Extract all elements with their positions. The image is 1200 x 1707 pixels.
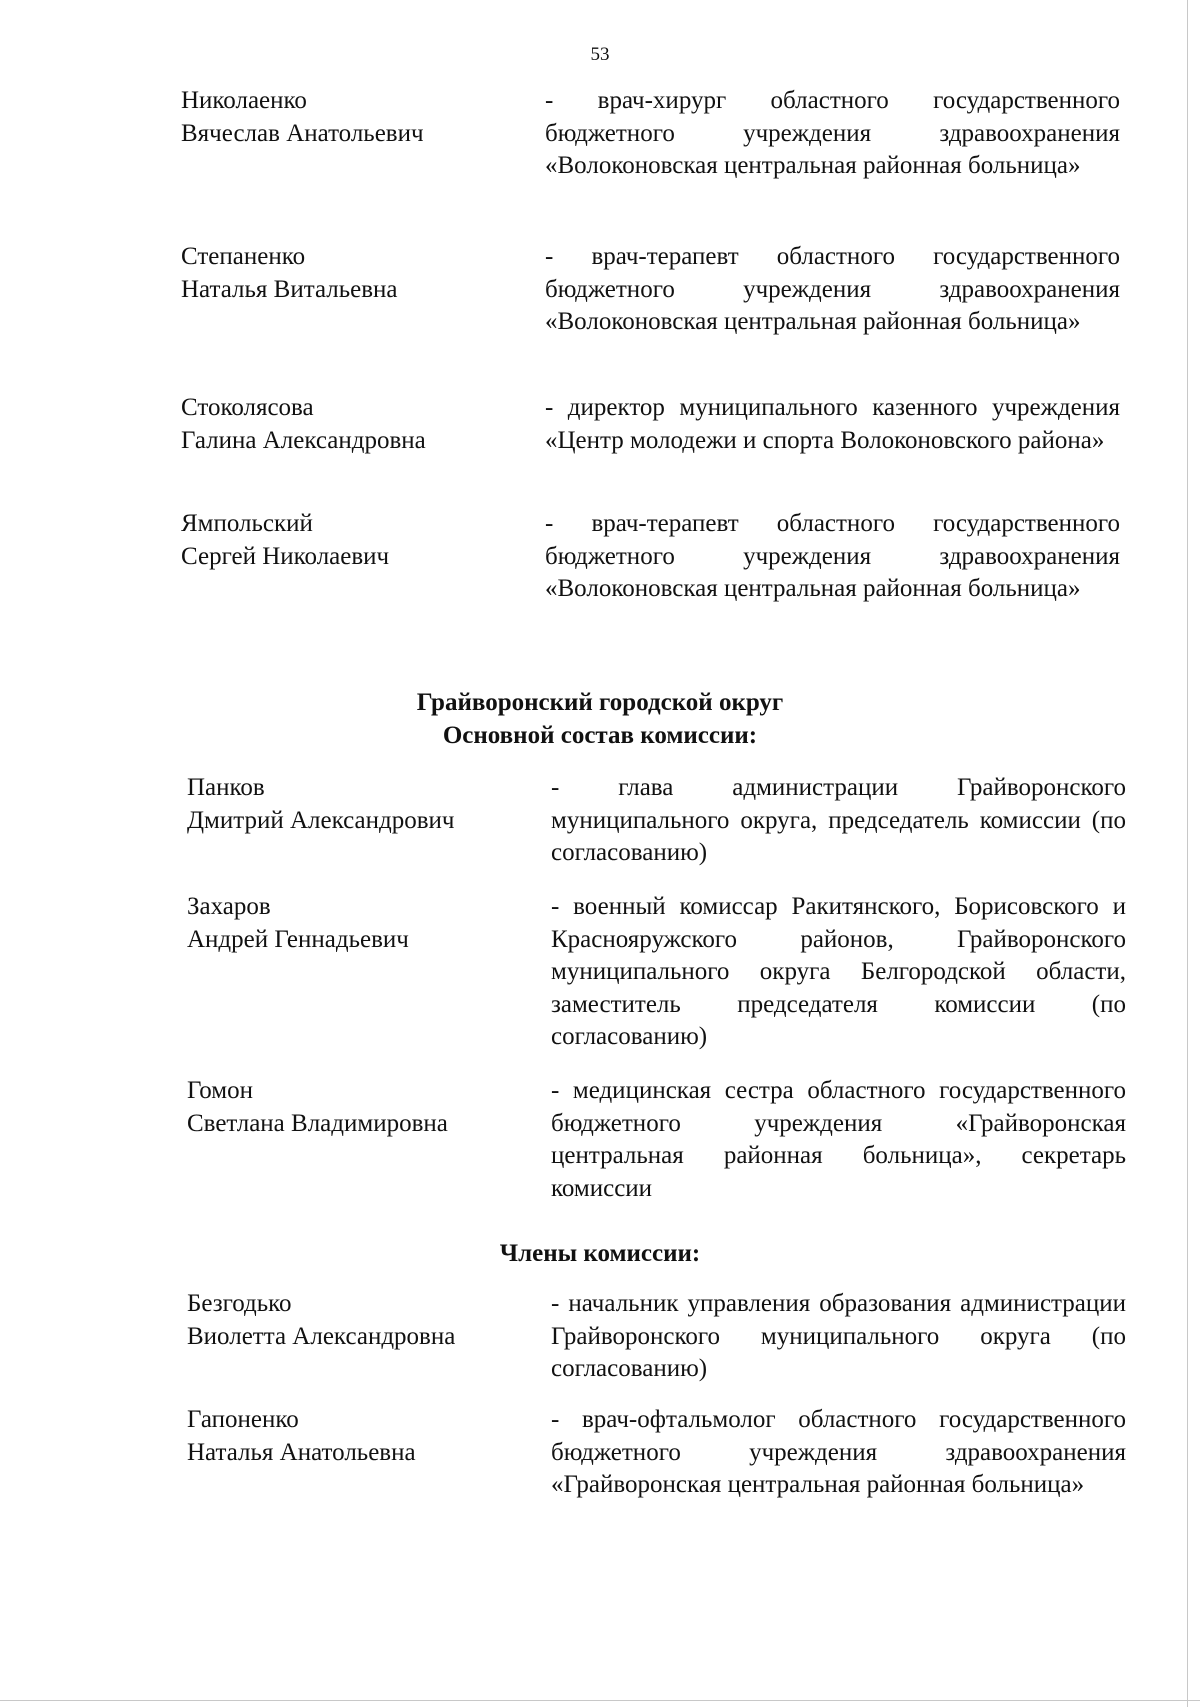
- member-given-names: Светлана Владимировна: [187, 1109, 448, 1137]
- member-name: [187, 1288, 455, 1353]
- member-given-names: Дмитрий Александрович: [187, 806, 455, 834]
- member-surname: Панков: [187, 774, 265, 801]
- member-surname: Ямпольский: [181, 510, 313, 537]
- member-name: [187, 1075, 448, 1140]
- member-role: - врач-терапевт областного государственного бюджетного учреждения здравоохранения «Волоконовская центральная районная больница»: [545, 510, 1120, 602]
- section-title: Грайворонский городской округ: [416, 689, 784, 716]
- member-name: [187, 891, 409, 956]
- member-role: - директор муниципального казенного учреждения «Центр молодежи и спорта Волоконовского района»: [545, 394, 1120, 454]
- member-name: [181, 392, 426, 457]
- member-surname: Гомон: [187, 1077, 253, 1104]
- member-name: [187, 772, 455, 837]
- member-name: [181, 85, 424, 150]
- page-number: 53: [590, 44, 610, 65]
- scan-edge-bottom: [0, 1700, 1200, 1701]
- member-name: [181, 508, 389, 573]
- member-role: - медицинская сестра областного государственного бюджетного учреждения «Грайворонская центральная районная больница», секретарь комиссии: [551, 1077, 1126, 1202]
- section-heading: [0, 686, 1200, 752]
- members-heading-label: Члены комиссии:: [499, 1240, 701, 1267]
- member-surname: Безгодько: [187, 1290, 292, 1317]
- member-surname: Стоколясова: [181, 394, 314, 421]
- member-name: [187, 1404, 416, 1469]
- member-given-names: Наталья Витальевна: [181, 275, 398, 303]
- member-surname: Гапоненко: [187, 1406, 299, 1433]
- section-subtitle: Основной состав комиссии:: [442, 722, 758, 749]
- member-surname: Николаенко: [181, 87, 307, 114]
- member-name: [181, 241, 398, 306]
- members-heading: [0, 1237, 1200, 1270]
- member-given-names: Наталья Анатольевна: [187, 1438, 416, 1466]
- member-given-names: Галина Александровна: [181, 426, 426, 454]
- member-surname: Степаненко: [181, 243, 306, 270]
- member-role: - глава администрации Грайворонского муниципального округа, председатель комиссии (по согласованию): [551, 774, 1126, 866]
- member-given-names: Сергей Николаевич: [181, 542, 390, 570]
- member-given-names: Виолетта Александровна: [187, 1322, 456, 1350]
- member-role: - врач-офтальмолог областного государственного бюджетного учреждения здравоохранения «Грайворонская центральная районная больница»: [551, 1406, 1126, 1498]
- member-role: - врач-хирург областного государственного бюджетного учреждения здравоохранения «Волоконовская центральная районная больница»: [545, 87, 1120, 179]
- scan-edge-right: [1187, 0, 1188, 1707]
- member-role: - военный комиссар Ракитянского, Борисовского и Краснояружского районов, Грайворонского муниципального округа Белгородской области, заместитель председателя комиссии (по согласованию): [551, 893, 1126, 1050]
- member-surname: Захаров: [187, 893, 271, 920]
- member-role: - врач-терапевт областного государственного бюджетного учреждения здравоохранения «Волоконовская центральная районная больница»: [545, 243, 1120, 335]
- member-role: - начальник управления образования администрации Грайворонского муниципального округа (по согласованию): [551, 1290, 1126, 1382]
- member-given-names: Андрей Геннадьевич: [187, 925, 409, 953]
- member-given-names: Вячеслав Анатольевич: [181, 119, 424, 147]
